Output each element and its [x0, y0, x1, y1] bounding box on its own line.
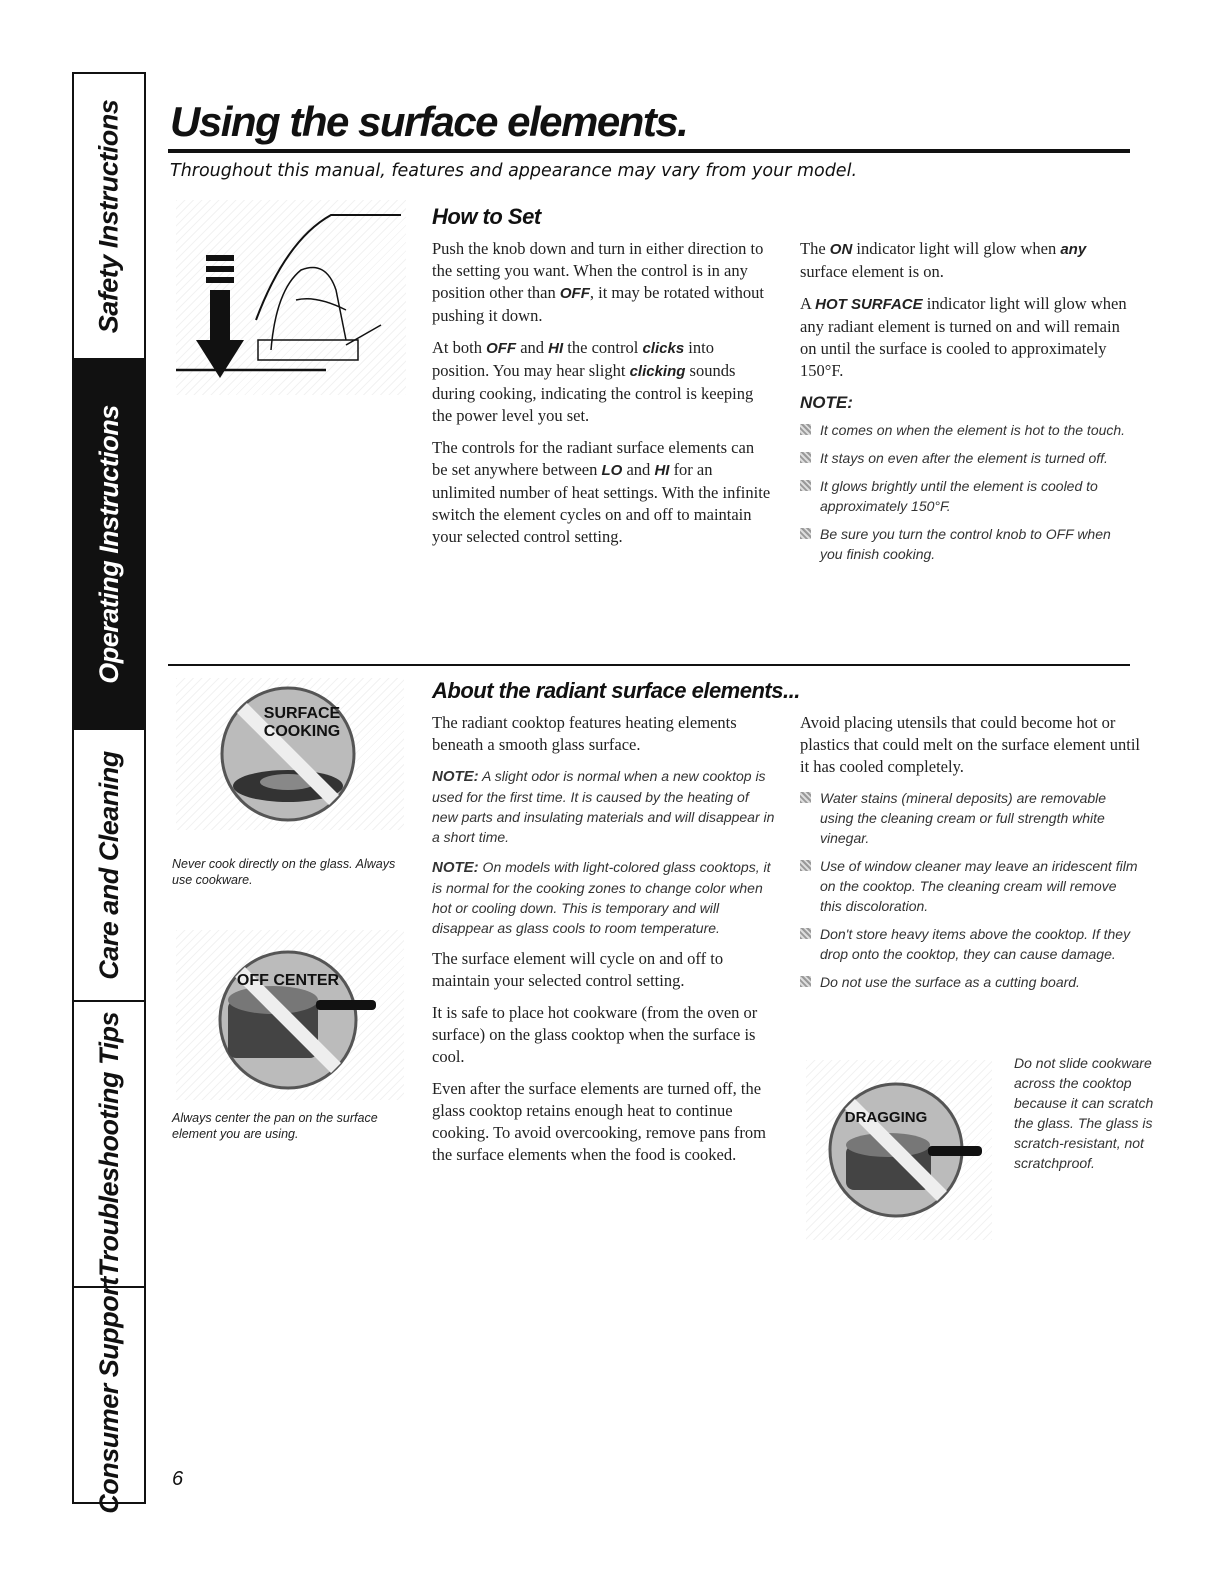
- care-bullet: [800, 788, 1140, 848]
- tab-troubleshooting-tips[interactable]: [74, 1002, 144, 1288]
- tab-care-and-cleaning[interactable]: [74, 730, 144, 1002]
- off-label: OFF: [559, 285, 590, 302]
- note-label: NOTE:: [432, 768, 479, 785]
- note-bullet: [800, 476, 1130, 516]
- surface-cooking-label-line2: COOKING: [263, 723, 341, 740]
- hi-label: HI: [548, 340, 564, 357]
- care-bullet: [800, 856, 1140, 916]
- text: The: [800, 239, 830, 258]
- how-to-set-paragraph: [432, 337, 772, 427]
- bullet-text: Do not use the surface as a cutting board.: [820, 974, 1080, 990]
- how-to-set-heading: How to Set: [432, 204, 541, 229]
- page-number: 6: [172, 1468, 184, 1490]
- bullet-text: It comes on when the element is hot to the touch.: [820, 422, 1126, 438]
- note-bullet: [800, 420, 1130, 440]
- how-to-set-column: [432, 238, 772, 558]
- note-bullet: [800, 524, 1130, 564]
- text: Push the knob down and turn in either direction to the setting you want. When the control is in any position other than: [432, 239, 764, 302]
- about-column: [432, 712, 777, 1176]
- bullet-text: Be sure you turn the control knob to OFF when you finish cooking.: [820, 526, 1111, 562]
- knob-illustration: [176, 200, 406, 395]
- about-paragraph: Even after the surface elements are turned off, the glass cooktop retains enough heat to continue cooking. To avoid overcooking, remove pans from the surface elements when the food is cooked.: [432, 1079, 766, 1164]
- clicks-label: clicks: [642, 340, 685, 357]
- about-paragraph: It is safe to place hot cookware (from the oven or surface) on the glass cooktop when the surface is cool.: [432, 1003, 758, 1066]
- tab-operating-instructions[interactable]: [74, 360, 144, 730]
- title-rule: [168, 149, 1130, 153]
- about-care-column: [800, 712, 1140, 1000]
- surface-cooking-illustration: [176, 678, 404, 830]
- about-paragraph: The radiant cooktop features heating elements beneath a smooth glass surface.: [432, 713, 737, 754]
- text: indicator light will glow when: [852, 239, 1061, 258]
- tab-consumer-support[interactable]: [74, 1276, 144, 1514]
- off-center-label: OFF CENTER: [236, 972, 340, 989]
- bullet-square-icon: [800, 860, 811, 871]
- off-label: OFF: [486, 340, 517, 357]
- dragging-label: DRAGGING: [844, 1109, 928, 1126]
- text: surface element is on.: [800, 262, 944, 281]
- bullet-square-icon: [800, 424, 811, 435]
- bullet-text: Use of window cleaner may leave an iridescent film on the cooktop. The cleaning cream will remove this discoloration.: [820, 858, 1138, 914]
- knob-push-turn-icon: [176, 200, 406, 395]
- care-bullet: [800, 972, 1140, 992]
- text: the control: [563, 338, 643, 357]
- note-text: A slight odor is normal when a new cooktop is used for the first time. It is caused by the heating of new parts and insulating materials and will disappear in a short time.: [432, 768, 775, 845]
- bullet-text: It glows brightly until the element is cooled to approximately 150°F.: [820, 478, 1098, 514]
- on-indicator-paragraph: [800, 238, 1130, 283]
- page-title: Using the surface elements.: [170, 98, 688, 145]
- tab-label: Care and Cleaning: [93, 750, 124, 980]
- hi-label: HI: [654, 462, 670, 479]
- tab-label: Troubleshooting Tips: [93, 1011, 124, 1277]
- tab-label: Operating Instructions: [93, 404, 124, 684]
- tab-label: Consumer Support: [93, 1276, 124, 1514]
- section-tabs: [72, 72, 146, 1514]
- about-note: [432, 857, 777, 938]
- bullet-text: It stays on even after the element is turned off.: [820, 450, 1108, 466]
- surface-cooking-label-line1: SURFACE: [263, 705, 341, 722]
- text: indicator light will glow when any radiant element is turned on and will remain on until the surface is cooled to approximately 150°F.: [800, 294, 1127, 380]
- text: A: [800, 294, 816, 313]
- text: for an unlimited number of heat settings. With the infinite switch the element cycles on and off to maintain your selected control setting.: [432, 460, 771, 546]
- bullet-square-icon: [800, 480, 811, 491]
- note-heading: NOTE:: [800, 393, 853, 412]
- surface-cooking-caption: Never cook directly on the glass. Always use cookware.: [172, 857, 396, 887]
- bullet-text: Water stains (mineral deposits) are removable using the cleaning cream or full strength white vinegar.: [820, 790, 1107, 846]
- dragging-caption: Do not slide cookware across the cooktop because it can scratch the glass. The glass is scratch-resistant, not scratchproof.: [1014, 1055, 1154, 1171]
- no-surface-cooking-icon: [176, 678, 404, 830]
- how-to-set-paragraph: [432, 437, 772, 548]
- off-center-caption: Always center the pan on the surface element you are using.: [172, 1111, 378, 1141]
- indicator-column: [800, 238, 1130, 572]
- bullet-square-icon: [800, 976, 811, 987]
- bullet-square-icon: [800, 792, 811, 803]
- text: sounds during cooking, indicating the control is keeping the power level you set.: [432, 361, 754, 425]
- about-heading: About the radiant surface elements...: [432, 678, 800, 703]
- text: into position. You may hear slight: [432, 338, 714, 380]
- about-paragraph: Avoid placing utensils that could become hot or plastics that could melt on the surface element until it has cooled completely.: [800, 713, 1140, 776]
- note-bullet: [800, 448, 1130, 468]
- hot-surface-paragraph: [800, 293, 1130, 382]
- how-to-set-paragraph: [432, 238, 772, 327]
- lo-label: LO: [601, 462, 623, 479]
- text: The controls for the radiant surface elements can be set anywhere between: [432, 438, 755, 479]
- about-paragraph: The surface element will cycle on and off to maintain your selected control setting.: [432, 949, 724, 990]
- on-label: ON: [829, 241, 853, 258]
- care-bullet: [800, 924, 1140, 964]
- bullet-square-icon: [800, 452, 811, 463]
- note-label: NOTE:: [432, 859, 479, 876]
- text: At both: [432, 338, 487, 357]
- bullet-text: Don't store heavy items above the cooktop. If they drop onto the cooktop, they can cause damage.: [820, 926, 1131, 962]
- bullet-square-icon: [800, 928, 811, 939]
- section-rule: [168, 664, 1130, 666]
- about-note: [432, 766, 777, 847]
- hot-surface-label: HOT SURFACE: [815, 296, 923, 313]
- bullet-square-icon: [800, 528, 811, 539]
- tab-label: Safety Instructions: [93, 99, 124, 333]
- off-center-illustration: [176, 930, 404, 1100]
- clicking-label: clicking: [629, 363, 686, 380]
- text: , it may be rotated without pushing it down.: [432, 283, 764, 325]
- text: and: [516, 338, 549, 357]
- note-text: On models with light-colored glass cooktops, it is normal for the cooking zones to change color when hot or cooling down. This is temporary and will disappear as glass cools to room temperature.: [432, 859, 771, 936]
- no-off-center-pan-icon: [176, 930, 404, 1100]
- any-label: any: [1060, 241, 1087, 258]
- tab-safety-instructions[interactable]: [74, 74, 144, 360]
- text: and: [622, 460, 655, 479]
- page-subtitle: Throughout this manual, features and appearance may vary from your model.: [170, 161, 858, 181]
- no-dragging-icon: [806, 1060, 992, 1240]
- dragging-illustration: [806, 1060, 992, 1240]
